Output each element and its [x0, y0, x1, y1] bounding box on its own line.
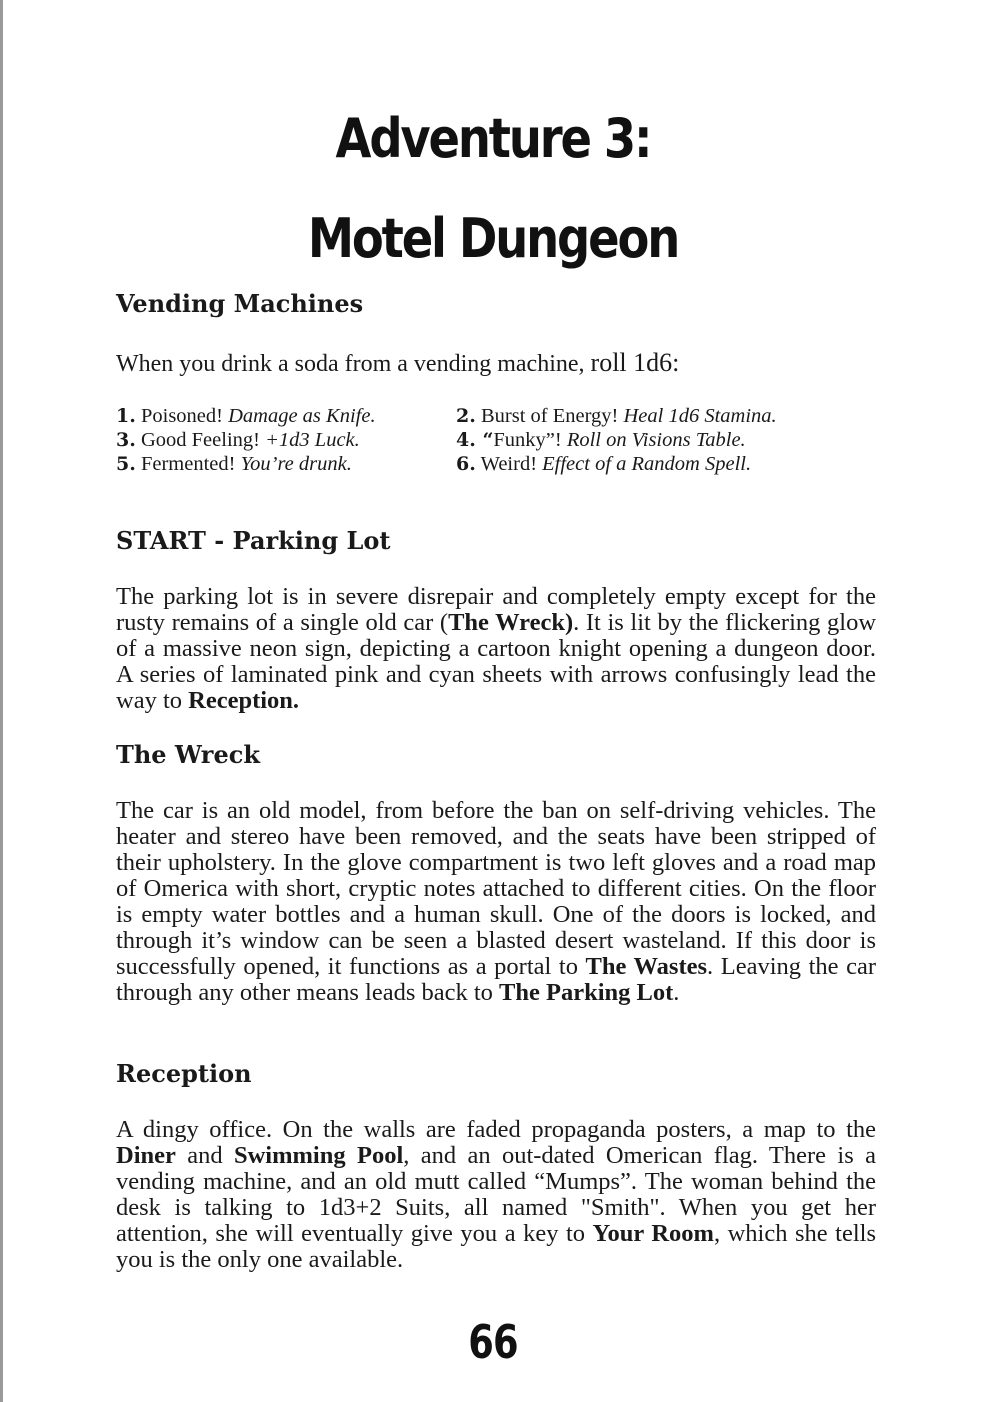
- body-text: The parking lot is in severe disrepair and completely empty except for the rusty remains of a single old car (: [116, 583, 876, 636]
- adventure-title-line-2: Motel Dungeon: [307, 207, 679, 270]
- vending-roll-table: [116, 404, 796, 476]
- roll-result-6: [456, 452, 796, 476]
- roll-effect: Roll on Visions Table.: [566, 429, 746, 451]
- roll-text: Funky”!: [493, 429, 567, 451]
- location-link-text: Reception.: [188, 687, 300, 714]
- roll-text: Poisoned!: [140, 405, 229, 427]
- parking-lot-heading: START - Parking Lot: [116, 526, 391, 555]
- reception-heading: Reception: [116, 1059, 252, 1088]
- body-text: The car is an old model, from before the ban on self-driving vehicles. The heater and stereo have been removed, and the seats have been stripped of their upholstery. In the glove compartment is two left gloves and a road map of Omerica with short, cryptic notes attached to different cities. On the floor is empty water bottles and a human skull. One of the doors is locked, and through it’s window can be seen a blasted desert wasteland. If this door is successfully opened, it functions as a portal to: [116, 797, 876, 980]
- vending-roll: roll 1d6:: [590, 348, 680, 377]
- body-text: , and an out-dated Omerican flag. There is a vending machine, and an old mutt called “Mumps”. The woman behind the desk is talking to 1d3+2 Suits, all named "Smith". When you get her attention, she will eventually give you a key to: [116, 1142, 877, 1247]
- roll-text: Good Feeling!: [140, 429, 266, 451]
- roll-result-2: [456, 404, 796, 428]
- roll-result-3: [116, 428, 456, 452]
- roll-effect: Damage as Knife.: [228, 405, 376, 427]
- roll-effect: You’re drunk.: [240, 453, 352, 475]
- page-edge: [0, 0, 3, 1402]
- roll-text: Fermented!: [140, 453, 241, 475]
- body-text: , which she tells you is the only one available.: [116, 1220, 876, 1273]
- location-link-text: The Wreck): [448, 609, 574, 636]
- vending-intro: [116, 350, 679, 377]
- roll-number: 5.: [116, 453, 136, 475]
- roll-number: 4. “: [456, 429, 494, 451]
- roll-number: 1.: [116, 405, 136, 427]
- body-text: . Leaving the car through any other means leads back to: [116, 953, 877, 1006]
- roll-result-1: [116, 404, 456, 428]
- location-link-text: Diner: [116, 1142, 176, 1169]
- roll-table-row: [116, 404, 796, 428]
- roll-effect: Heal 1d6 Stamina.: [623, 405, 777, 427]
- location-link-text: Your Room: [592, 1220, 714, 1247]
- location-link-text: The Wastes: [585, 953, 708, 980]
- roll-table-row: [116, 428, 796, 452]
- roll-number: 6.: [456, 453, 476, 475]
- location-link-text: The Parking Lot: [499, 979, 674, 1006]
- body-text: A dingy office. On the walls are faded propaganda posters, a map to the: [116, 1116, 876, 1143]
- vending-machines-heading: Vending Machines: [116, 289, 364, 318]
- roll-number: 2.: [456, 405, 476, 427]
- the-wreck-paragraph: [116, 798, 876, 1006]
- roll-result-4: [456, 428, 796, 452]
- parking-lot-paragraph: [116, 584, 876, 714]
- roll-text: Burst of Energy!: [480, 405, 624, 427]
- roll-text: Weird!: [480, 453, 543, 475]
- body-text: . It is lit by the flickering glow of a massive neon sign, depicting a cartoon knight opening a dungeon door. A series of laminated pink and cyan sheets with arrows confusingly lead the way to: [116, 609, 877, 714]
- page-number: 66: [468, 1315, 518, 1369]
- the-wreck-heading: The Wreck: [116, 740, 260, 769]
- roll-number: 3.: [116, 429, 136, 451]
- location-link-text: Swimming Pool: [233, 1142, 404, 1169]
- vending-intro-text: When you drink a soda from a vending machine,: [116, 351, 585, 377]
- body-text: and: [175, 1142, 234, 1169]
- roll-result-5: [116, 452, 456, 476]
- roll-table-row: [116, 452, 796, 476]
- adventure-title-line-1: Adventure 3:: [335, 107, 651, 170]
- reception-paragraph: [116, 1117, 876, 1273]
- roll-effect: Effect of a Random Spell.: [542, 453, 752, 475]
- roll-effect: +1d3 Luck.: [265, 429, 360, 451]
- body-text: .: [673, 979, 680, 1006]
